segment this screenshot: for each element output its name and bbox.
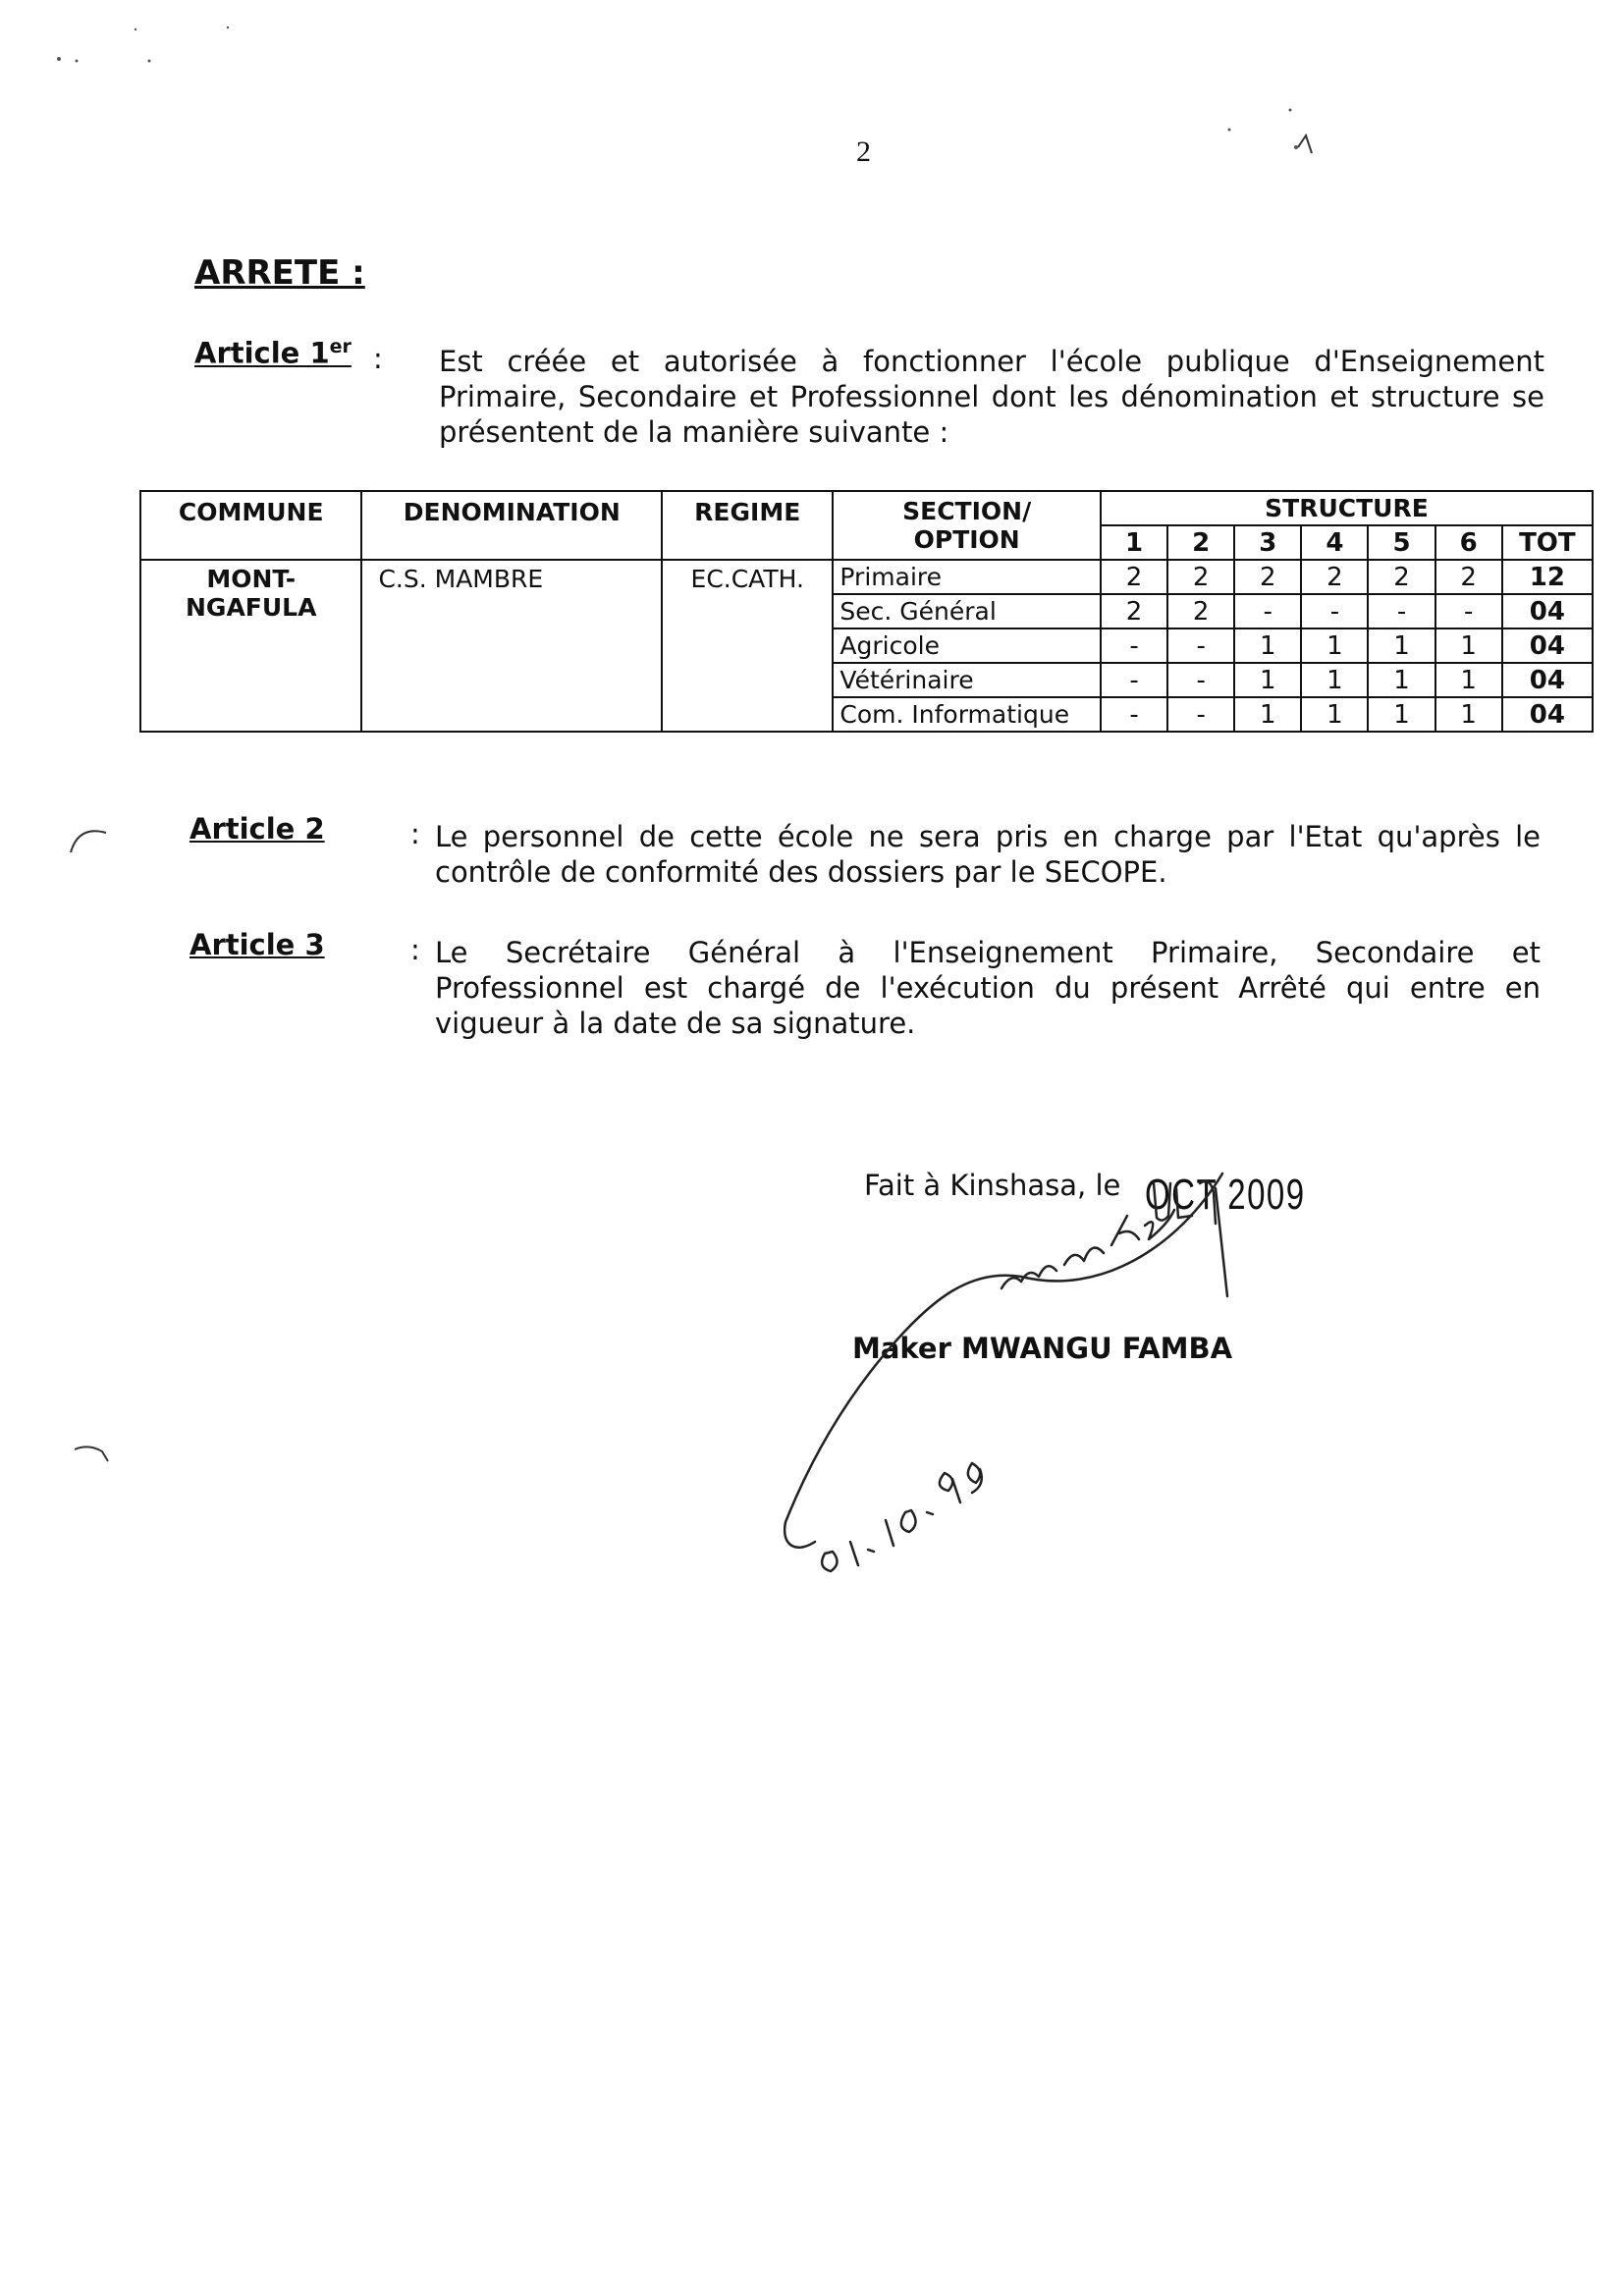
cell-value: - bbox=[1435, 594, 1502, 628]
cell-section: Primaire bbox=[833, 560, 1101, 594]
cell-value: - bbox=[1167, 663, 1234, 697]
header-col-5: 5 bbox=[1368, 525, 1435, 560]
cell-value: - bbox=[1101, 663, 1167, 697]
article-2-label: Article 2 bbox=[189, 812, 325, 846]
header-structure: STRUCTURE bbox=[1101, 491, 1593, 525]
cell-value: 1 bbox=[1368, 628, 1435, 663]
cell-value: 2 bbox=[1167, 594, 1234, 628]
article-3-line-1: Le Secrétaire Général à l'Enseignement Primaire, Secondaire et bbox=[435, 936, 1541, 969]
cell-value: 1 bbox=[1368, 697, 1435, 732]
cell-value: 1 bbox=[1234, 697, 1301, 732]
header-col-4: 4 bbox=[1301, 525, 1368, 560]
cell-value: 1 bbox=[1435, 628, 1502, 663]
header-col-1: 1 bbox=[1101, 525, 1167, 560]
header-col-3: 3 bbox=[1234, 525, 1301, 560]
article-3-line-2: Professionnel est chargé de l'exécution du présent Arrêté qui entre en bbox=[435, 971, 1541, 1005]
header-regime: REGIME bbox=[662, 491, 833, 560]
article-3-label: Article 3 bbox=[189, 928, 325, 961]
document-heading: ARRETE : bbox=[194, 253, 365, 293]
cell-value: - bbox=[1101, 628, 1167, 663]
header-commune: COMMUNE bbox=[140, 491, 361, 560]
cell-value: 1 bbox=[1234, 628, 1301, 663]
cell-value: 2 bbox=[1101, 560, 1167, 594]
cell-value: - bbox=[1167, 697, 1234, 732]
article-1-colon: : bbox=[373, 342, 383, 375]
cell-value: - bbox=[1101, 697, 1167, 732]
cell-value: 1 bbox=[1301, 628, 1368, 663]
signatory-name: Maker MWANGU FAMBA bbox=[852, 1332, 1233, 1365]
cell-value: 1 bbox=[1435, 663, 1502, 697]
cell-section: Vétérinaire bbox=[833, 663, 1101, 697]
page-number: 2 bbox=[856, 136, 871, 168]
cell-commune: MONT- NGAFULA bbox=[140, 560, 361, 732]
cell-denomination: C.S. MAMBRE bbox=[361, 560, 662, 732]
cell-value: - bbox=[1368, 594, 1435, 628]
article-3-colon: : bbox=[410, 933, 420, 966]
article-1-line-2: Primaire, Secondaire et Professionnel dont les dénomination et structure se bbox=[439, 380, 1544, 413]
article-1-label: Article 1er bbox=[194, 336, 352, 370]
stamped-date: OCT 2009 bbox=[1145, 1171, 1306, 1219]
cell-total: 04 bbox=[1502, 663, 1593, 697]
header-col-tot: TOT bbox=[1502, 525, 1593, 560]
article-2-line-1: Le personnel de cette école ne sera pris en charge par l'Etat qu'après le bbox=[435, 820, 1541, 853]
cell-total: 04 bbox=[1502, 697, 1593, 732]
cell-section: Agricole bbox=[833, 628, 1101, 663]
cell-regime: EC.CATH. bbox=[662, 560, 833, 732]
cell-section: Com. Informatique bbox=[833, 697, 1101, 732]
cell-value: 1 bbox=[1435, 697, 1502, 732]
cell-value: 2 bbox=[1167, 560, 1234, 594]
cell-value: 1 bbox=[1368, 663, 1435, 697]
cell-value: 1 bbox=[1234, 663, 1301, 697]
cell-value: - bbox=[1167, 628, 1234, 663]
cell-section: Sec. Général bbox=[833, 594, 1101, 628]
header-section-option: SECTION/ OPTION bbox=[833, 491, 1101, 560]
cell-value: 2 bbox=[1368, 560, 1435, 594]
cell-value: - bbox=[1301, 594, 1368, 628]
cell-total: 04 bbox=[1502, 594, 1593, 628]
article-1-superscript: er bbox=[329, 336, 352, 357]
cell-total: 12 bbox=[1502, 560, 1593, 594]
cell-value: 1 bbox=[1301, 663, 1368, 697]
cell-value: 2 bbox=[1301, 560, 1368, 594]
header-col-2: 2 bbox=[1167, 525, 1234, 560]
cell-value: 2 bbox=[1101, 594, 1167, 628]
header-denomination: DENOMINATION bbox=[361, 491, 662, 560]
header-col-6: 6 bbox=[1435, 525, 1502, 560]
article-1-line-3: présentent de la manière suivante : bbox=[439, 415, 949, 449]
place-and-date-label: Fait à Kinshasa, le bbox=[864, 1169, 1121, 1202]
article-2-colon: : bbox=[410, 817, 420, 850]
article-3-line-3: vigueur à la date de sa signature. bbox=[435, 1007, 916, 1040]
article-1-line-1: Est créée et autorisée à fonctionner l'école publique d'Enseignement bbox=[439, 345, 1544, 378]
cell-value: - bbox=[1234, 594, 1301, 628]
cell-value: 1 bbox=[1301, 697, 1368, 732]
cell-value: 2 bbox=[1234, 560, 1301, 594]
cell-value: 2 bbox=[1435, 560, 1502, 594]
article-2-line-2: contrôle de conformité des dossiers par le SECOPE. bbox=[435, 855, 1167, 889]
cell-total: 04 bbox=[1502, 628, 1593, 663]
